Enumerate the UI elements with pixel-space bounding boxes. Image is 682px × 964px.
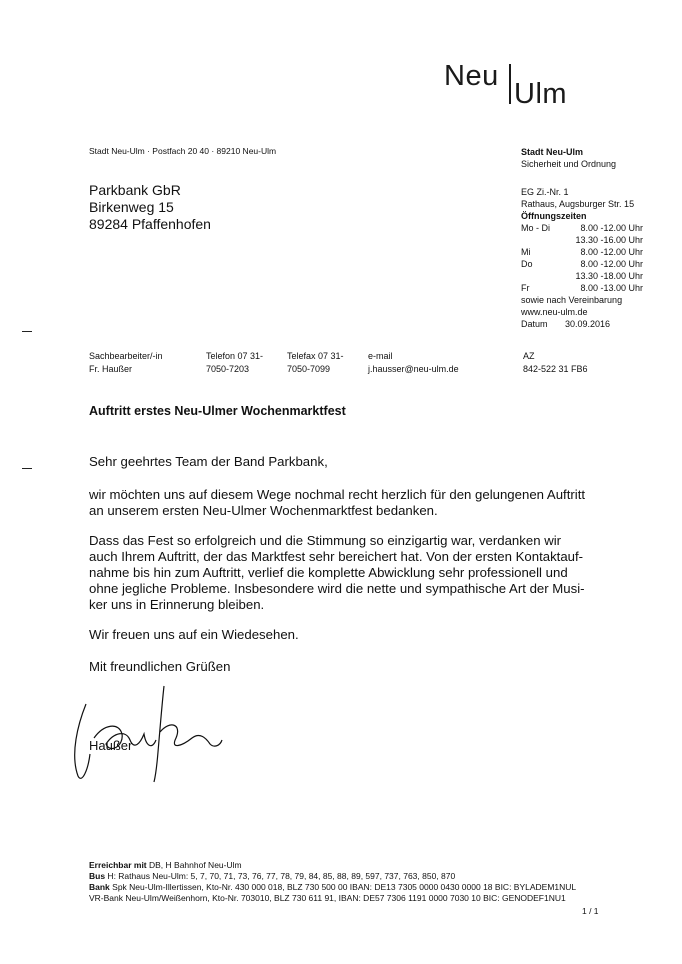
hours-row: 13.30 -18.00 Uhr (575, 271, 643, 281)
az-label: AZ (523, 351, 535, 361)
logo-divider (509, 64, 511, 104)
salutation: Sehr geehrtes Team der Band Parkbank, (89, 454, 328, 469)
hours-row: Fr 8.00 -13.00 Uhr (521, 283, 643, 293)
recipient-street: Birkenweg 15 (89, 199, 174, 215)
appointment-note: sowie nach Vereinbarung (521, 295, 623, 305)
neu-ulm-logo (444, 60, 594, 110)
recipient-city: 89284 Pfaffenhofen (89, 216, 211, 232)
office-address: Rathaus, Augsburger Str. 15 (521, 199, 635, 209)
office-name: Stadt Neu-Ulm (521, 147, 584, 157)
letter-footer (89, 860, 649, 904)
footer-bank: Bank Spk Neu-Ulm-Illertissen, Kto-Nr. 430 000 018, BLZ 730 500 00 IBAN: DE13 7305 0000 0430 0000 18 BIC: BYLADEM1NUL (89, 882, 577, 892)
paragraph-thanks: wir möchten uns auf diesem Wege nochmal recht herzlich für den gelungenen Auftritt an unserem ersten Neu-Ulmer Wochenmarktfest bedanken. (89, 487, 586, 518)
logo-text-neu: Neu (444, 60, 499, 92)
clerk-label: Sachbearbeiter/-in (89, 351, 163, 361)
fold-mark (22, 468, 32, 469)
clerk-column (89, 350, 163, 376)
paragraph-closing-remark: Wir freuen uns auf ein Wiedesehen. (89, 627, 299, 642)
office-room: EG Zi.-Nr. 1 (521, 187, 569, 197)
phone-label: Telefon 07 31- (206, 351, 264, 361)
signatory-name: Haußer (89, 738, 133, 753)
phone-value: 7050-7203 (206, 364, 250, 374)
fax-label: Telefax 07 31- (287, 351, 344, 361)
phone-column (206, 350, 263, 376)
letter-subject: Auftritt erstes Neu-Ulmer Wochenmarktfest (89, 404, 346, 418)
footer-bank-2: VR-Bank Neu-Ulm/Weißenhorn, Kto-Nr. 703010, BLZ 730 611 91, IBAN: DE57 7306 1191 0000 7030 10 BIC: GENODEF1NU1 (89, 893, 566, 903)
page-number: 1 / 1 (582, 906, 599, 916)
opening-hours-table (521, 222, 643, 294)
logo-text-ulm: Ulm (514, 78, 568, 110)
sender-line: Stadt Neu-Ulm · Postfach 20 40 · 89210 Neu-Ulm (89, 146, 277, 156)
closing-phrase: Mit freundlichen Grüßen (89, 659, 231, 674)
az-column (523, 350, 588, 376)
handwritten-signature (64, 684, 224, 784)
footer-bus: Bus H: Rathaus Neu-Ulm: 5, 7, 70, 71, 73, 76, 77, 78, 79, 84, 85, 88, 89, 597, 737, 763, 850, 870 (89, 871, 456, 881)
paragraph-details: Dass das Fest so erfolgreich und die Stimmung so einzigartig war, verdanken wir auch Ihrem Auftritt, der das Marktfest sehr bereichert hat. Von der ersten Kontaktauf- nahme bis hin zum Auftritt, verlief die komplette Abwicklung sehr professionell und ohne jegliche Probleme. Insbesondere wird die nette und sympathische Art der Musi- ker uns in Erinnerung bleiben. (89, 533, 585, 612)
hours-row: Mo - Di 8.00 -12.00 Uhr (521, 223, 643, 233)
hours-title: Öffnungszeiten (521, 211, 587, 221)
email-column (368, 350, 459, 376)
fax-column (287, 350, 344, 376)
az-value: 842-522 31 FB6 (523, 364, 588, 374)
office-info (521, 146, 651, 330)
date-label: Datum (521, 319, 548, 329)
hours-row: 13.30 -16.00 Uhr (575, 235, 643, 245)
hours-row: Do 8.00 -12.00 Uhr (521, 259, 643, 269)
website-link[interactable]: www.neu-ulm.de (521, 307, 588, 317)
footer-reach: Erreichbar mit DB, H Bahnhof Neu-Ulm (89, 860, 242, 870)
hours-row: Mi 8.00 -12.00 Uhr (521, 247, 643, 257)
fold-mark (22, 331, 32, 332)
letter-date (521, 318, 651, 330)
fax-value: 7050-7099 (287, 364, 331, 374)
office-department: Sicherheit und Ordnung (521, 159, 617, 169)
recipient-address (89, 182, 211, 233)
clerk-value: Fr. Haußer (89, 364, 133, 374)
email-label: e-mail (368, 351, 393, 361)
recipient-name: Parkbank GbR (89, 182, 181, 198)
date-value: 30.09.2016 (565, 319, 611, 329)
email-value[interactable]: j.hausser@neu-ulm.de (368, 364, 459, 374)
